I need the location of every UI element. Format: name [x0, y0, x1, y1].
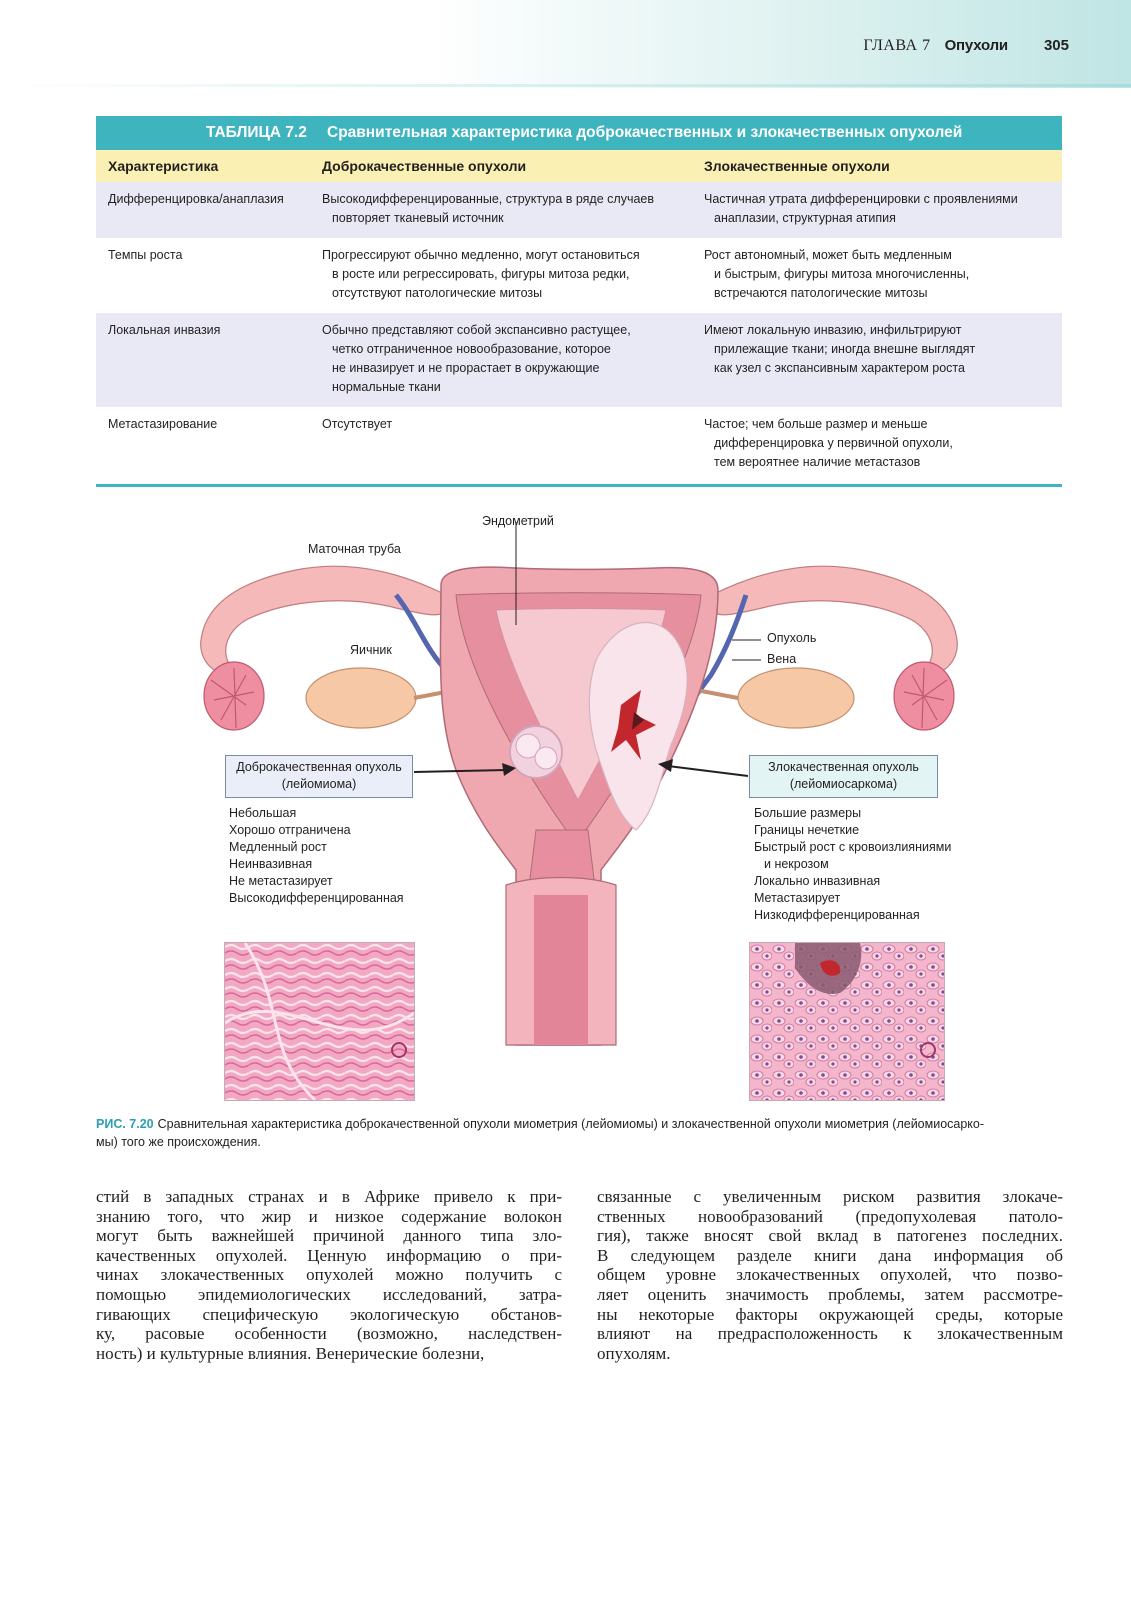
malignant-box-title: Злокачественная опухоль: [768, 760, 919, 774]
cell-malignant-line: встречаются патологические митозы: [714, 286, 928, 300]
cell-malignant-line: дифференцировка у первичной опухоли,: [714, 436, 953, 450]
cell-feature: Метастазирование: [108, 417, 218, 431]
cell-malignant-line: Имеют локальную инвазию, инфильтрируют: [704, 323, 962, 337]
cell-benign-line: повторяет тканевый источник: [332, 211, 504, 225]
cell-benign-line: Отсутствует: [322, 417, 393, 431]
body-line: ность) и культурные влияния. Венерические болезни,: [96, 1343, 485, 1363]
table-row: [96, 313, 1062, 407]
cell-feature: Темпы роста: [108, 248, 183, 262]
malignant-property: Низкодифференцированная: [754, 908, 920, 922]
benign-micrograph: [224, 942, 415, 1101]
cell-malignant: [694, 182, 1062, 238]
cell-malignant: [694, 313, 1062, 407]
cell-benign: [312, 313, 694, 407]
caption-number: РИС. 7.20: [96, 1117, 154, 1131]
malignant-box-subtitle: (лейомиосаркома): [789, 777, 898, 791]
body-line: ку, расовые особенности (возможно, наследствен-: [96, 1324, 562, 1344]
cell-benign-line: Обычно представляют собой экспансивно растущее,: [322, 323, 631, 337]
body-column-left: [96, 1187, 562, 1363]
cell-malignant-line: прилежащие ткани; иногда внешне выглядят: [714, 342, 976, 356]
cell-malignant-line: Частичная утрата дифференцировки с проявлениями: [704, 192, 1018, 206]
cell-benign-line: нормальные ткани: [332, 380, 441, 394]
body-line: влияют на предрасположенность к злокачественным: [597, 1324, 1063, 1344]
body-line: ны некоторые факторы окружающей среды, которые: [597, 1304, 1063, 1324]
benign-tumor: [510, 726, 562, 778]
figure-caption: [96, 1115, 1062, 1151]
benign-properties-list: [229, 805, 404, 907]
body-line: могут быть важнейшей причиной данного типа зло-: [96, 1226, 562, 1246]
cell-benign-line: Высокодифференцированные, структура в ряде случаев: [322, 192, 655, 206]
table-row: [96, 238, 1062, 313]
right-fimbriae: [894, 662, 954, 730]
body-column-right: [597, 1187, 1063, 1363]
malignant-property: и некрозом: [764, 857, 829, 871]
header-feature: Характеристика: [108, 158, 219, 174]
header-benign: Доброкачественные опухоли: [322, 158, 527, 174]
table-body: [96, 182, 1062, 482]
left-fallopian-tube: [201, 566, 446, 674]
label-vein: Вена: [767, 652, 797, 666]
cell-malignant: [694, 407, 1062, 482]
cell-feature: Дифференцировка/анаплазия: [108, 192, 284, 206]
body-line: ляет оценить значимость проблемы, затем рассмотре-: [597, 1284, 1063, 1304]
table-row: [96, 182, 1062, 238]
body-line: стий в западных странах и в Африке привело к при-: [96, 1187, 562, 1206]
malignant-property: Границы нечеткие: [754, 823, 860, 837]
caption-line-2: мы) того же происхождения.: [96, 1135, 261, 1149]
running-head: [863, 37, 1069, 55]
table-title: Сравнительная характеристика доброкачественных и злокачественных опухолей: [327, 124, 963, 141]
figure-uterus: [96, 500, 1062, 1110]
cell-malignant-line: Рост автономный, может быть медленным: [704, 248, 952, 262]
benign-property: Хорошо отграничена: [229, 823, 351, 837]
malignant-arrow: [668, 766, 748, 776]
right-ovary: [738, 668, 854, 728]
cell-benign-line: Прогрессируют обычно медленно, могут остановиться: [322, 248, 640, 262]
body-line: ственных новообразований (предопухолевая патоло-: [597, 1206, 1063, 1226]
label-fallopian-tube: Маточная труба: [308, 542, 401, 556]
table-number: ТАБЛИЦА 7.2: [206, 124, 307, 141]
benign-property: Медленный рост: [229, 840, 327, 854]
cell-malignant-line: Частое; чем больше размер и меньше: [704, 417, 928, 431]
cell-malignant-line: тем вероятнее наличие метастазов: [714, 455, 921, 469]
cell-benign: [312, 238, 694, 313]
malignant-tumor-box: [749, 755, 938, 798]
header-malignant: Злокачественные опухоли: [704, 158, 890, 174]
benign-property: Высокодифференцированная: [229, 891, 404, 905]
table-row: [96, 407, 1062, 482]
benign-property: Не метастазирует: [229, 874, 333, 888]
body-line: опухолям.: [597, 1343, 671, 1363]
body-line: связанные с увеличенным риском развития злокаче-: [597, 1187, 1063, 1206]
comparison-table: [96, 116, 1062, 487]
label-endometrium: Эндометрий: [482, 514, 554, 528]
right-fallopian-tube: [712, 566, 957, 674]
left-ovary: [306, 668, 416, 728]
benign-tumor-box: [225, 755, 413, 798]
page-number: 305: [1043, 37, 1069, 54]
cell-feature: Локальная инвазия: [108, 323, 221, 337]
body-line: В следующем разделе книги дана информация об: [597, 1245, 1063, 1265]
cell-benign: [312, 182, 694, 238]
table-header-row: [96, 150, 1062, 182]
malignant-properties-list: [754, 805, 951, 924]
body-line: помощью эпидемиологических исследований, затра-: [96, 1284, 562, 1304]
cell-benign: [312, 407, 694, 482]
body-line: чинах злокачественных опухолей можно получить с: [96, 1265, 562, 1285]
left-fimbriae: [204, 662, 264, 730]
body-line: гивающих специфическую экологическую обстанов-: [96, 1304, 562, 1324]
caption-line-1: Сравнительная характеристика доброкачественной опухоли миометрия (лейомиомы) и злокачественной опухоли миометрия (лейомиосарко-: [157, 1117, 985, 1131]
body-line: гия), также вносят свой вклад в патогенез последних.: [597, 1226, 1063, 1246]
body-line: качественных опухолей. Ценную информацию о при-: [96, 1245, 562, 1265]
label-tumor: Опухоль: [767, 631, 817, 645]
table-bottom-rule: [96, 484, 1062, 487]
body-line: общем уровне злокачественных опухолей, что позво-: [597, 1265, 1063, 1285]
malignant-property: Локально инвазивная: [754, 874, 881, 888]
cell-benign-line: отсутствуют патологические митозы: [332, 286, 543, 300]
benign-property: Небольшая: [229, 806, 297, 820]
cell-malignant-line: и быстрым, фигуры митоза многочисленны,: [714, 267, 970, 281]
benign-box-title: Доброкачественная опухоль: [236, 760, 402, 774]
malignant-micrograph: [749, 942, 945, 1101]
malignant-property: Большие размеры: [754, 806, 862, 820]
malignant-property: Метастазирует: [754, 891, 841, 905]
table-caption: [96, 116, 1062, 150]
cell-malignant: [694, 238, 1062, 313]
cell-benign-line: не инвазирует и не прорастает в окружающие: [332, 361, 600, 375]
benign-box-subtitle: (лейомиома): [281, 777, 357, 791]
label-ovary: Яичник: [350, 643, 392, 657]
cell-malignant-line: как узел с экспансивным характером роста: [714, 361, 965, 375]
cell-malignant-line: анаплазии, структурная атипия: [714, 211, 896, 225]
malignant-property: Быстрый рост с кровоизлияниями: [754, 840, 952, 854]
section-label: Опухоли: [944, 37, 1008, 54]
cell-benign-line: в росте или регрессировать, фигуры митоза редки,: [332, 267, 630, 281]
body-line: знанию того, что жир и низкое содержание волокон: [96, 1206, 562, 1226]
benign-property: Неинвазивная: [229, 857, 313, 871]
cell-benign-line: четко отграниченное новообразование, которое: [332, 342, 611, 356]
header-rule: [0, 84, 1131, 87]
chapter-label: ГЛАВА 7: [863, 37, 931, 54]
